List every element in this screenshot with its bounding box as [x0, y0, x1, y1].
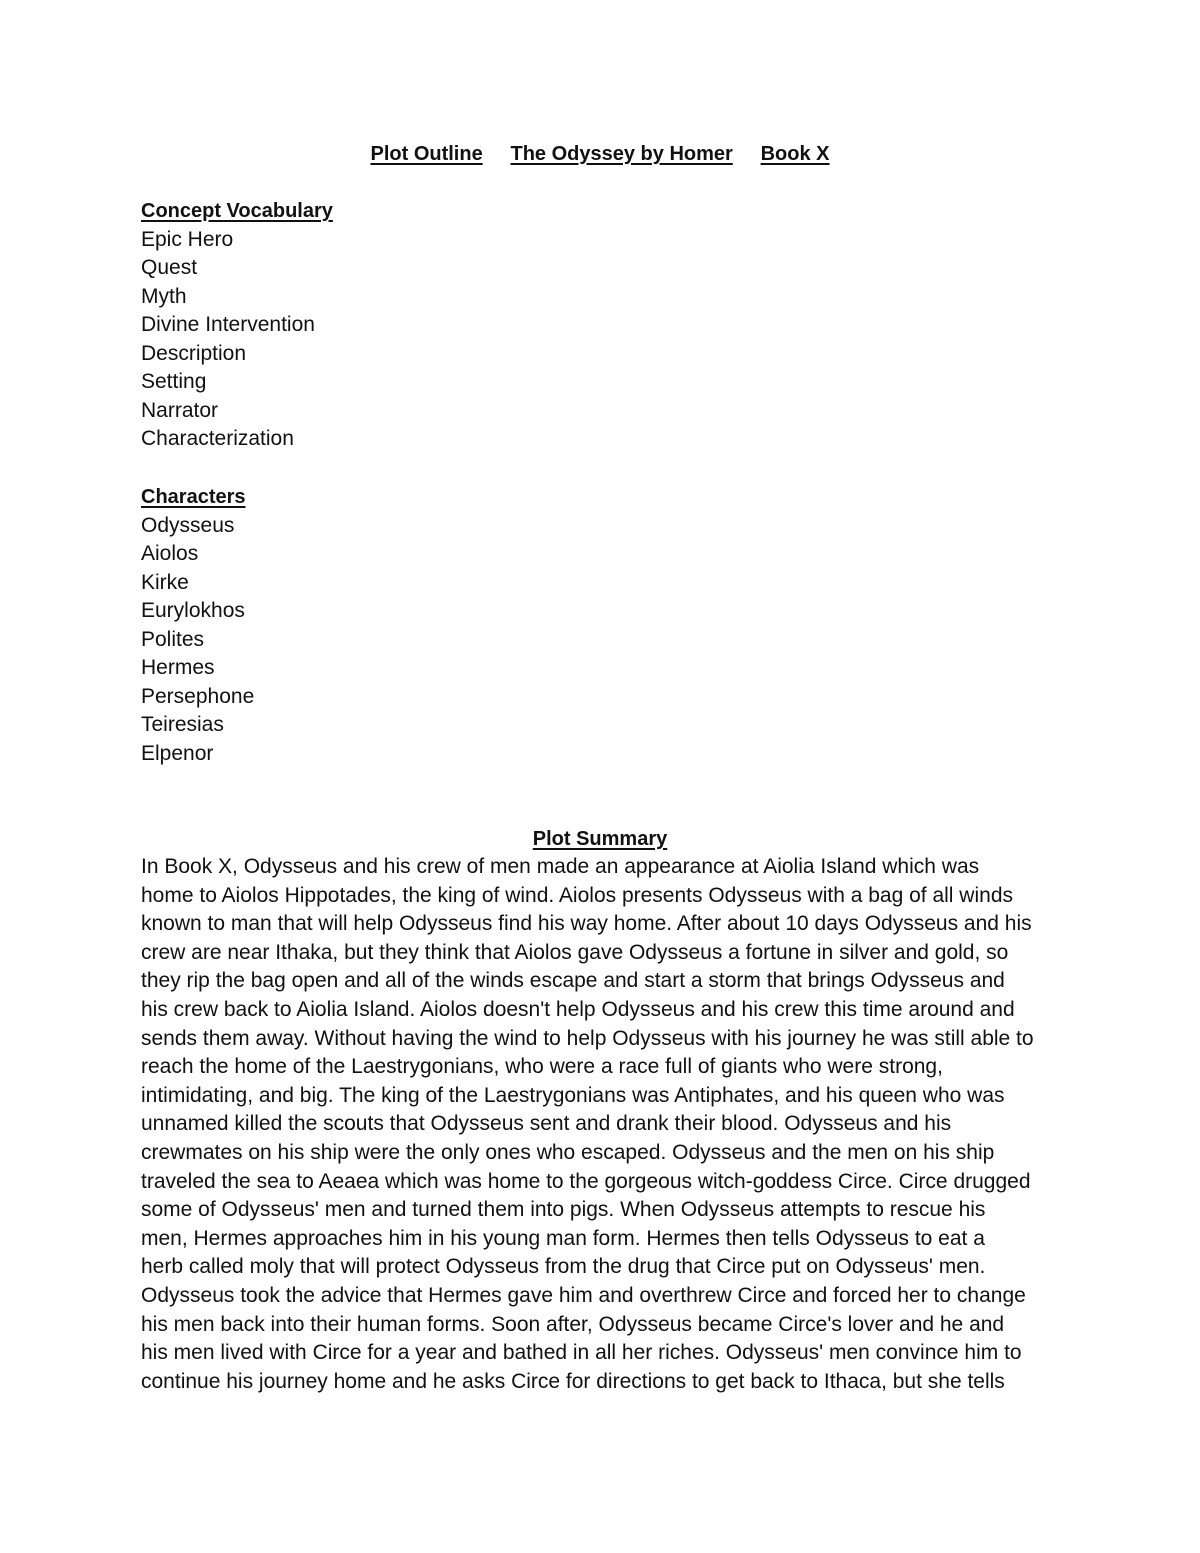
- summary-line: In Book X, Odysseus and his crew of men made an appearance at Aiolia Island which was: [141, 855, 980, 878]
- summary-line: Odysseus took the advice that Hermes gave him and overthrew Circe and forced her to change: [141, 1283, 1026, 1307]
- summary-line: traveled the sea to Aeaea which was home to the gorgeous witch-goddess Circe. Circe drugged: [141, 1169, 1031, 1193]
- summary-line: known to man that will help Odysseus find his way home. After about 10 days Odysseus and his: [141, 912, 1032, 936]
- title-plot-outline: Plot Outline: [370, 143, 483, 165]
- concept-vocabulary-section: [141, 197, 1071, 454]
- vocab-item: Setting: [141, 370, 207, 393]
- plot-summary-heading: Plot Summary: [532, 828, 668, 850]
- character-item: Kirke: [141, 570, 189, 594]
- summary-line: herb called moly that will protect Odysseus from the drug that Circe put on Odysseus' men.: [141, 1255, 986, 1279]
- document-title: [0, 142, 1200, 166]
- vocab-item: Quest: [141, 256, 198, 279]
- plot-summary-body: [141, 853, 1071, 1396]
- vocab-item: Divine Intervention: [141, 313, 315, 336]
- summary-line: reach the home of the Laestrygonians, who were a race full of giants who were strong,: [141, 1055, 943, 1079]
- summary-line: unnamed killed the scouts that Odysseus sent and drank their blood. Odysseus and his: [141, 1112, 952, 1136]
- vocab-item: Characterization: [141, 427, 294, 450]
- summary-line: they rip the bag open and all of the winds escape and start a storm that brings Odysseus and: [141, 969, 1005, 993]
- summary-line: men, Hermes approaches him in his young man form. Hermes then tells Odysseus to eat a: [141, 1226, 985, 1250]
- character-item: Teiresias: [141, 713, 224, 736]
- summary-line: some of Odysseus' men and turned them into pigs. When Odysseus attempts to rescue his: [141, 1198, 986, 1222]
- summary-line: his men back into their human forms. Soon after, Odysseus became Circe's lover and he and: [141, 1312, 1005, 1336]
- vocab-item: Description: [141, 341, 247, 365]
- character-item: Elpenor: [141, 741, 214, 765]
- character-item: Aiolos: [141, 542, 199, 565]
- summary-line: his crew back to Aiolia Island. Aiolos doesn't help Odysseus and his crew this time around and: [141, 997, 1015, 1021]
- summary-line: continue his journey home and he asks Circe for directions to get back to Ithaca, but she tells: [141, 1369, 1005, 1393]
- concept-vocabulary-heading: Concept Vocabulary: [141, 200, 333, 222]
- character-item: Persephone: [141, 684, 255, 708]
- character-item: Hermes: [141, 656, 215, 679]
- summary-line: crewmates on his ship were the only ones who escaped. Odysseus and the men on his ship: [141, 1140, 995, 1164]
- characters-section: [141, 483, 1071, 768]
- characters-heading: Characters: [141, 486, 246, 508]
- character-item: Eurylokhos: [141, 599, 245, 622]
- vocab-item: Epic Hero: [141, 227, 234, 251]
- character-item: Polites: [141, 627, 205, 651]
- summary-line: sends them away. Without having the wind to help Odysseus with his journey he was still able to: [141, 1026, 1034, 1050]
- summary-line: intimidating, and big. The king of the Laestrygonians was Antiphates, and his queen who was: [141, 1083, 1005, 1107]
- character-item: Odysseus: [141, 513, 235, 537]
- title-work-name: The Odyssey by Homer: [510, 143, 733, 165]
- summary-line: crew are near Ithaka, but they think that Aiolos gave Odysseus a fortune in silver and gold, so: [141, 940, 1009, 964]
- summary-line: home to Aiolos Hippotades, the king of wind. Aiolos presents Odysseus with a bag of all winds: [141, 883, 1013, 907]
- summary-line: his men lived with Circe for a year and bathed in all her riches. Odysseus' men convince him to: [141, 1341, 1022, 1365]
- title-book-number: Book X: [760, 143, 830, 165]
- vocab-item: Narrator: [141, 398, 219, 422]
- vocab-item: Myth: [141, 284, 187, 308]
